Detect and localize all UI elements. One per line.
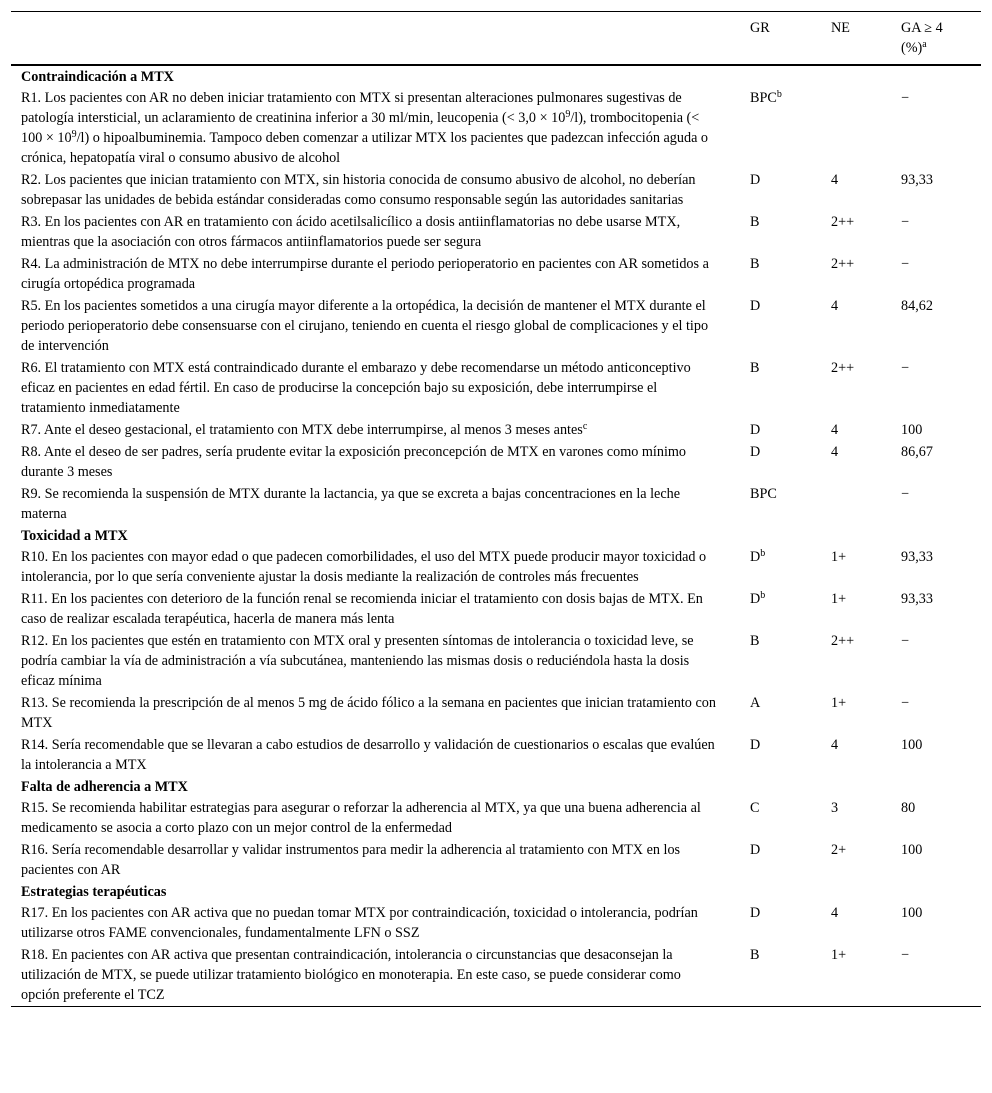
grade-cell [750, 483, 831, 525]
recommendation-row [11, 169, 981, 211]
recommendation-text [11, 546, 750, 588]
evidence-level-cell: 4 [831, 172, 839, 188]
recommendation-row [11, 630, 981, 692]
recommendation-text [11, 295, 750, 357]
text-part: R7. Ante el deseo gestacional, el tratamiento con MTX debe interrumpirse, al menos 3 meses antes [21, 422, 583, 438]
grade-value: B [750, 633, 760, 649]
evidence-level-cell: 2++ [831, 214, 855, 230]
evidence-level-cell: 1+ [831, 549, 847, 565]
text-part: R14. Sería recomendable que se llevaran a cabo estudios de desarrollo y validación de cuestionarios o escalas que evalúen la intolerancia a MTX [21, 737, 715, 773]
header-row [11, 12, 981, 66]
agreement-cell: 84,62 [901, 298, 933, 314]
text-part: R8. Ante el deseo de ser padres, sería prudente evitar la exposición preconcepción de MTX en varones como mínimo durante 3 meses [21, 444, 687, 480]
text-part: R13. Se recomienda la prescripción de al menos 5 mg de ácido fólico a la semana en pacientes que inician tratamiento con MTX [21, 695, 716, 731]
recommendation-row [11, 944, 981, 1007]
evidence-level-cell [831, 483, 901, 525]
grade-cell [750, 253, 831, 295]
recommendation-text [11, 692, 750, 734]
grade-value: C [750, 800, 760, 816]
recommendation-row [11, 797, 981, 839]
grade-cell [750, 692, 831, 734]
header-ga-label: GA ≥ 4 [901, 20, 943, 36]
recommendation-row [11, 295, 981, 357]
grade-cell [750, 630, 831, 692]
grade-cell [750, 87, 831, 169]
recommendation-text [11, 253, 750, 295]
grade-footnote: b [760, 590, 766, 601]
evidence-level-cell: 4 [831, 298, 839, 314]
agreement-cell: − [901, 214, 910, 230]
section-header-row [11, 65, 981, 87]
grade-cell [750, 944, 831, 1007]
grade-value: BPC [750, 486, 777, 502]
recommendation-text [11, 588, 750, 630]
recommendations-table [11, 11, 981, 1007]
section-header-row [11, 776, 981, 797]
recommendation-text [11, 630, 750, 692]
grade-cell [750, 295, 831, 357]
section-title: Toxicidad a MTX [21, 528, 128, 544]
evidence-level-cell: 2++ [831, 360, 855, 376]
agreement-cell: 100 [901, 737, 923, 753]
grade-value: D [750, 842, 761, 858]
agreement-cell: 80 [901, 800, 916, 816]
recommendation-row [11, 357, 981, 419]
grade-value: A [750, 695, 761, 711]
grade-value: B [750, 947, 760, 963]
recommendation-text [11, 797, 750, 839]
agreement-cell: − [901, 695, 910, 711]
evidence-level-cell: 2++ [831, 633, 855, 649]
recommendation-row [11, 692, 981, 734]
grade-value: B [750, 360, 760, 376]
grade-value: D [750, 298, 761, 314]
text-part: R17. En los pacientes con AR activa que no puedan tomar MTX por contraindicación, toxicidad o intolerancia, podrían utilizarse otros FAME convencionales, fundamentalmente LFN o SSZ [21, 905, 698, 941]
grade-value: B [750, 256, 760, 272]
agreement-cell: − [901, 633, 910, 649]
recommendation-text [11, 839, 750, 881]
header-gr: GR [750, 20, 770, 36]
text-part: R1. Los pacientes con AR no deben iniciar tratamiento con MTX si presentan alteraciones pulmonares sugestivas de patología intersticial, un aclaramiento de creatinina inferior a 30 ml/min, leucopenia (< 3,0 × 10 [21, 90, 682, 126]
text-part: R16. Sería recomendable desarrollar y validar instrumentos para medir la adherencia al tratamiento con MTX en los pacientes con AR [21, 842, 681, 878]
grade-cell [750, 169, 831, 211]
grade-value: BPC [750, 90, 777, 106]
grade-cell [750, 588, 831, 630]
recommendation-text [11, 902, 750, 944]
header-ne: NE [831, 20, 850, 36]
section-title: Contraindicación a MTX [21, 69, 174, 85]
text-part: /l), trombocitopenia (< 100 × 10 [21, 110, 700, 146]
grade-value: D [750, 737, 761, 753]
evidence-level-cell: 4 [831, 737, 839, 753]
recommendation-row [11, 546, 981, 588]
recommendation-row [11, 87, 981, 169]
header-ga-unit-line [901, 38, 981, 58]
section-header-row [11, 881, 981, 902]
evidence-level-cell: 1+ [831, 947, 847, 963]
grade-cell [750, 357, 831, 419]
recommendation-row [11, 734, 981, 776]
header-ga-unit: (%) [901, 40, 923, 56]
grade-cell [750, 839, 831, 881]
text-part: R4. La administración de MTX no debe interrumpirse durante el periodo perioperatorio en pacientes con AR sometidos a cirugía ortopédica programada [21, 256, 709, 292]
text-part: R15. Se recomienda habilitar estrategias para asegurar o reforzar la adherencia al MTX, ya que una buena adherencia al medicamento se asocia a corto plazo con un mejor control de la enfermedad [21, 800, 701, 836]
header-text-column [11, 12, 750, 66]
evidence-level-cell: 2+ [831, 842, 847, 858]
agreement-cell: 93,33 [901, 172, 933, 188]
recommendation-text [11, 357, 750, 419]
grade-value: B [750, 214, 760, 230]
grade-cell [750, 797, 831, 839]
recommendation-text [11, 87, 750, 169]
recommendation-text [11, 944, 750, 1007]
section-header-row [11, 525, 981, 546]
agreement-cell: 100 [901, 842, 923, 858]
evidence-level-cell: 1+ [831, 695, 847, 711]
grade-value: D [750, 422, 761, 438]
table-header [11, 12, 981, 66]
grade-cell [750, 902, 831, 944]
section-title: Estrategias terapéuticas [21, 884, 167, 900]
grade-value: D [750, 444, 761, 460]
agreement-cell: − [901, 256, 910, 272]
text-part: R3. En los pacientes con AR en tratamiento con ácido acetilsalicílico a dosis antiinflamatorias no debe usarse MTX, mientras que la asociación con otros fármacos antiinflamatorios puede ser segura [21, 214, 681, 250]
agreement-cell: 93,33 [901, 549, 933, 565]
header-ga-footnote: a [922, 39, 927, 50]
text-part: R10. En los pacientes con mayor edad o que padecen comorbilidades, el uso del MTX puede producir mayor toxicidad o intolerancia, por lo que sería conveniente ajustar la dosis mediante la realización de controles más frecuentes [21, 549, 707, 585]
text-part: R11. En los pacientes con deterioro de la función renal se recomienda iniciar el tratamiento con dosis bajas de MTX. En caso de realizar escalada terapéutica, hacerla de manera más lenta [21, 591, 703, 627]
header-ga [901, 12, 981, 66]
grade-value: D [750, 172, 761, 188]
recommendation-text [11, 169, 750, 211]
table-body [11, 65, 981, 1007]
evidence-level-cell: 3 [831, 800, 839, 816]
text-part: /l) o hipoalbuminemia. Tampoco deben comenzar a utilizar MTX los pacientes que padezcan infección aguda o crónica, hepatopatía viral o consumo abusivo de alcohol [21, 130, 709, 166]
agreement-cell: − [901, 486, 910, 502]
grade-cell [750, 441, 831, 483]
agreement-cell: − [901, 947, 910, 963]
grade-footnote: b [776, 89, 782, 100]
grade-cell [750, 211, 831, 253]
agreement-cell: − [901, 360, 910, 376]
evidence-level-cell [831, 87, 901, 169]
recommendation-row [11, 588, 981, 630]
grade-cell [750, 734, 831, 776]
recommendation-row [11, 441, 981, 483]
grade-cell [750, 419, 831, 441]
evidence-level-cell: 4 [831, 444, 839, 460]
superscript: c [582, 421, 588, 432]
text-part: R2. Los pacientes que inician tratamiento con MTX, sin historia conocida de consumo abusivo de alcohol, no deberían sobrepasar las unidades de bebida estándar consideradas como consumo responsable según las autoridades sanitarias [21, 172, 696, 208]
recommendation-row [11, 253, 981, 295]
grade-cell [750, 546, 831, 588]
text-part: R18. En pacientes con AR activa que presentan contraindicación, intolerancia o circunstancias que desaconsejan la utilización de MTX, se puede utilizar tratamiento biológico en monoterapia. En este caso, se puede considerar como opción preferente el TCZ [21, 947, 681, 1003]
superscript: 9 [71, 129, 77, 140]
grade-value: D [750, 905, 761, 921]
grade-value: D [750, 591, 761, 607]
superscript: 9 [565, 109, 571, 120]
recommendation-row [11, 902, 981, 944]
recommendation-text [11, 734, 750, 776]
text-part: R12. En los pacientes que estén en tratamiento con MTX oral y presenten síntomas de intolerancia o toxicidad leve, se podría cambiar la vía de administración a vía subcutánea, manteniendo las mismas dosis o reduciéndola hasta la dosis eficaz mínima [21, 633, 694, 689]
recommendation-text [11, 419, 750, 441]
evidence-level-cell: 4 [831, 905, 839, 921]
recommendation-text [11, 441, 750, 483]
recommendation-row [11, 483, 981, 525]
recommendation-row [11, 419, 981, 441]
text-part: R9. Se recomienda la suspensión de MTX durante la lactancia, ya que se excreta a bajas concentraciones en la leche materna [21, 486, 681, 522]
recommendation-text [11, 483, 750, 525]
recommendation-row [11, 211, 981, 253]
grade-value: D [750, 549, 761, 565]
evidence-level-cell: 1+ [831, 591, 847, 607]
text-part: R6. El tratamiento con MTX está contraindicado durante el embarazo y debe recomendarse un método anticonceptivo eficaz en pacientes en edad fértil. En caso de producirse la concepción bajo su exposición, debe interrumpirse el tratamiento inmediatamente [21, 360, 691, 416]
agreement-cell: 100 [901, 905, 923, 921]
grade-footnote: b [760, 548, 766, 559]
recommendation-row [11, 839, 981, 881]
section-title: Falta de adherencia a MTX [21, 779, 188, 795]
agreement-cell: 86,67 [901, 444, 933, 460]
text-part: R5. En los pacientes sometidos a una cirugía mayor diferente a la ortopédica, la decisión de mantener el MTX durante el periodo perioperatorio debe consensuarse con el cirujano, teniendo en cuenta el riesgo global de complicaciones y el tipo de intervención [21, 298, 709, 354]
agreement-cell: − [901, 90, 910, 106]
agreement-cell: 93,33 [901, 591, 933, 607]
recommendation-text [11, 211, 750, 253]
evidence-level-cell: 2++ [831, 256, 855, 272]
evidence-level-cell: 4 [831, 422, 839, 438]
agreement-cell: 100 [901, 422, 923, 438]
